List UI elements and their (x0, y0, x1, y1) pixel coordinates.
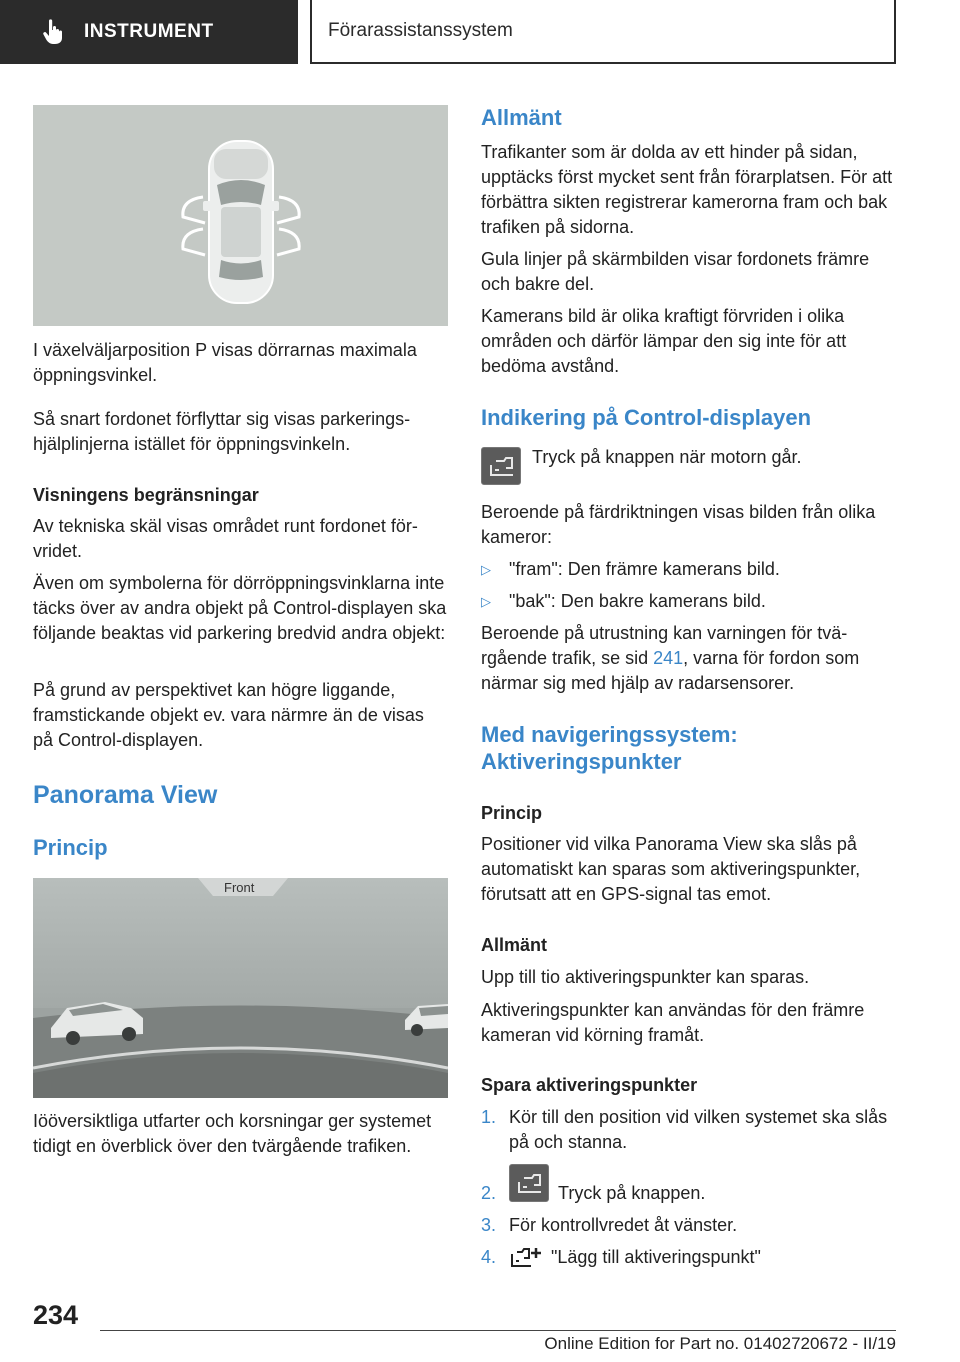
panorama-view-figure (33, 878, 448, 1098)
fig2-caption: Iööversiktliga utfarter och korsningar ger systemet tidigt en överblick över den tvärgående trafiken. (33, 1111, 432, 1156)
panorama-heading: Panorama View (33, 781, 218, 809)
nav-heading-line-1: Med navigeringssystem: (481, 722, 738, 747)
side-view-camera-button-icon (481, 447, 521, 485)
chapter-header (310, 0, 896, 64)
princip-heading: Princip (33, 835, 108, 860)
limits-paragraph-1: Av tekniska skäl visas området runt fordonet förvridet. (33, 516, 418, 561)
page-link-241[interactable]: 241 (653, 648, 684, 668)
chapter-title: Förarassistanssystem (328, 20, 513, 41)
triangle-bullet-icon: ▷ (481, 562, 491, 577)
limits-paragraph-2: Även om symbolerna för dörröppningsvinklarna inte täcks över av andra objekt på Control-displayen ska följande beaktas vid parkering bredvid andra objekt: (33, 573, 447, 643)
triangle-bullet-icon: ▷ (481, 594, 491, 609)
allmant-subheading: Allmänt (481, 935, 548, 955)
limits-paragraph-3: På grund av perspektivet kan högre liggande, framstickande objekt ev. vara närmre än de visas på Control-displayen. (33, 680, 424, 750)
panorama-camera-image (33, 878, 448, 1098)
step-4-text: "Lägg till aktiveringspunkt" (551, 1247, 761, 1267)
nav-heading-line-2: Aktiveringspunkter (481, 749, 682, 774)
hand-pointer-icon (42, 19, 64, 45)
add-activation-point-icon (509, 1246, 543, 1270)
section-tab (0, 0, 298, 64)
beroende-paragraph-1: Beroende på färdriktningen visas bilden från olika kameror: (481, 502, 876, 547)
allmant-sub-paragraph-1: Upp till tio aktiveringspunkter kan sparas. (481, 967, 810, 987)
spara-heading: Spara aktiveringspunkter (481, 1075, 698, 1095)
beroende-paragraph-2: Beroende på utrustning kan varningen för tvärgående trafik, se sid 241, varna för fordon som närmar sig med hjälp av radarsensorer. (481, 623, 860, 693)
section-title: INSTRUMENT (84, 21, 214, 42)
indikering-button-text: Tryck på knappen när motorn går. (532, 447, 802, 467)
car-top-view-illustration (33, 105, 448, 326)
door-angle-figure (33, 105, 448, 326)
allmant-paragraph-1: Trafikanter som är dolda av ett hinder på sidan, upptäcks först mycket sent från förarplatsen. För att förbättra sikten registrerar kamerorna fram och bak trafiken på sidorna. (481, 142, 893, 237)
indikering-heading: Indikering på Control-displayen (481, 405, 812, 430)
footer-divider (100, 1330, 896, 1331)
limits-heading: Visningens begränsningar (33, 485, 259, 505)
allmant-paragraph-2: Gula linjer på skärmbilden visar fordonets främre och bakre del. (481, 249, 870, 294)
front-camera-label: Front (224, 880, 255, 895)
side-view-camera-button-icon (509, 1164, 549, 1202)
princip-subheading: Princip (481, 803, 543, 823)
princip-paragraph: Positioner vid vilka Panorama View ska slås på automatiskt kan sparas som aktiveringspunkter, förutsatt att en GPS-signal tas emot. (481, 834, 861, 904)
fig1-caption-2: Så snart fordonet förflyttar sig visas parkeringshjälplinjerna istället för öppningsvinkeln. (33, 409, 411, 454)
footer-edition: Online Edition for Part no. 01402720672 - II/19 (544, 1334, 896, 1353)
allmant-paragraph-3: Kamerans bild är olika kraftigt förvriden i olika områden och därför lämpar den sig inte för att bedöma avstånd. (481, 306, 847, 376)
allmant-heading: Allmänt (481, 105, 562, 130)
page-number: 234 (33, 1300, 79, 1330)
step-2-text: Tryck på knappen. (558, 1183, 706, 1203)
allmant-sub-paragraph-2: Aktiveringspunkter kan användas för den främre kameran vid körning framåt. (481, 1000, 865, 1045)
fig1-caption-1: I växelväljarposition P visas dörrarnas maximala öppningsvinkel. (33, 340, 417, 385)
